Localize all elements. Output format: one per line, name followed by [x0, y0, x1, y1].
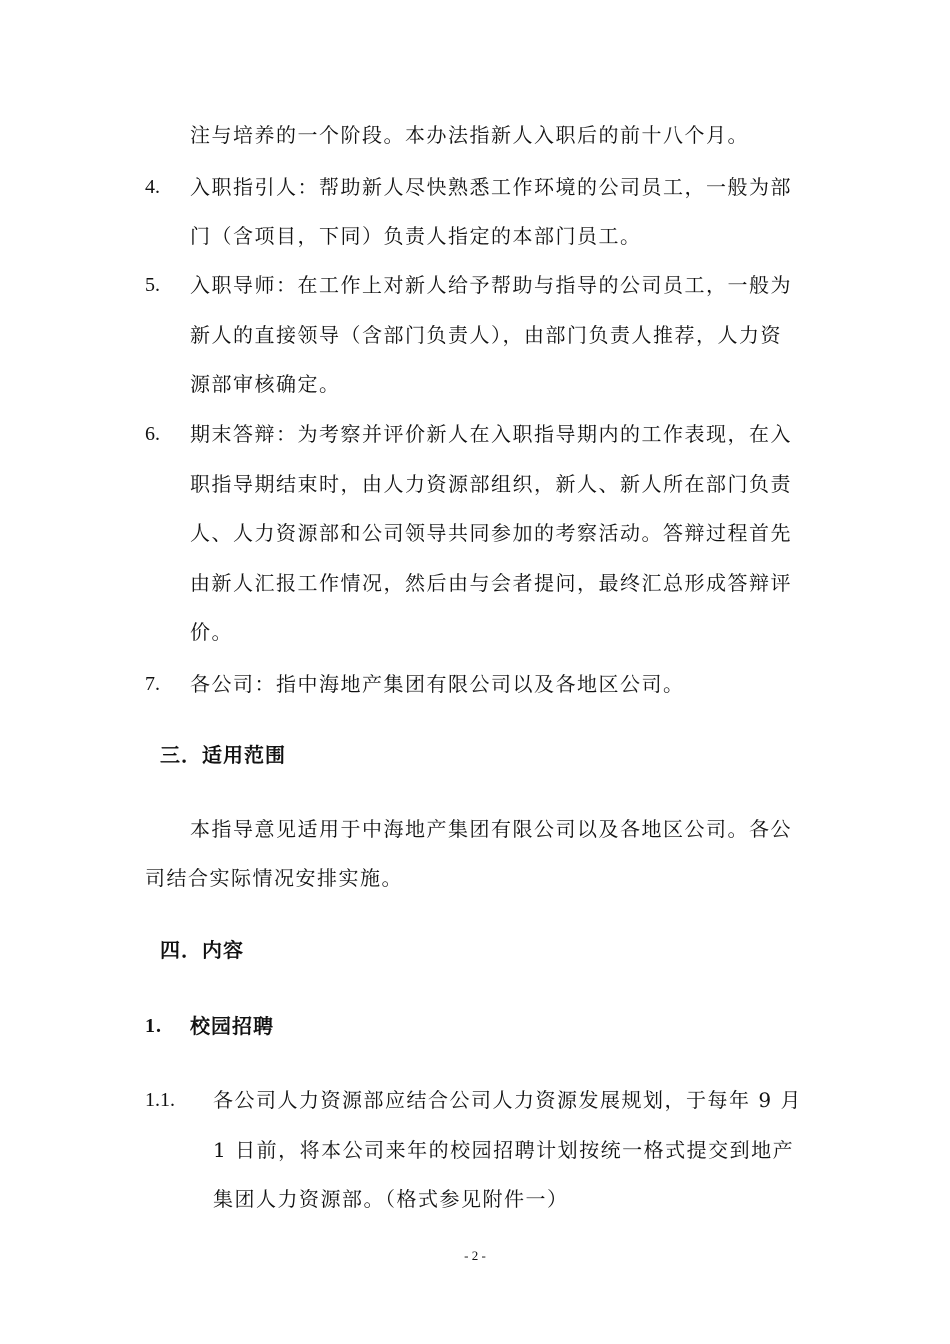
continuation-line: 注与培养的一个阶段。本办法指新人入职后的前十八个月。 [190, 123, 749, 147]
definition-line: 入职指引人：帮助新人尽快熟悉工作环境的公司员工，一般为部 [190, 175, 792, 199]
paragraph-line: 司结合实际情况安排实施。 [145, 866, 403, 890]
definition-line: 源部审核确定。 [190, 372, 341, 396]
item-line: 集团人力资源部。（格式参见附件一） [213, 1187, 569, 1211]
definition-line: 期末答辩：为考察并评价新人在入职指导期内的工作表现，在入 [190, 422, 792, 446]
definition-number: 4. [145, 176, 160, 198]
definition-line: 门（含项目，下同）负责人指定的本部门员工。 [190, 224, 642, 248]
definition-line: 人、人力资源部和公司领导共同参加的考察活动。答辩过程首先 [190, 521, 792, 545]
subsection-heading: 校园招聘 [190, 1014, 274, 1038]
definition-line: 各公司：指中海地产集团有限公司以及各地区公司。 [190, 672, 685, 696]
definition-number: 5. [145, 274, 160, 296]
section-heading: 四．内容 [160, 938, 244, 962]
page-number: - 2 - [464, 1248, 486, 1263]
paragraph-line: 本指导意见适用于中海地产集团有限公司以及各地区公司。各公 [190, 817, 792, 841]
item-number: 1.1. [145, 1089, 175, 1111]
section-heading: 三．适用范围 [160, 743, 286, 767]
definition-line: 价。 [190, 620, 233, 644]
definition-line: 由新人汇报工作情况，然后由与会者提问，最终汇总形成答辩评 [190, 571, 792, 595]
definition-line: 入职导师：在工作上对新人给予帮助与指导的公司员工，一般为 [190, 273, 792, 297]
definition-line: 新人的直接领导（含部门负责人），由部门负责人推荐，人力资 [190, 323, 782, 347]
item-line: 1 日前，将本公司来年的校园招聘计划按统一格式提交到地产 [213, 1138, 795, 1162]
subsection-number: 1. [145, 1015, 162, 1037]
definition-number: 7. [145, 673, 160, 695]
definition-line: 职指导期结束时，由人力资源部组织，新人、新人所在部门负责 [190, 472, 792, 496]
item-line: 各公司人力资源部应结合公司人力资源发展规划，于每年 9 月 [213, 1088, 802, 1112]
definition-number: 6. [145, 423, 160, 445]
